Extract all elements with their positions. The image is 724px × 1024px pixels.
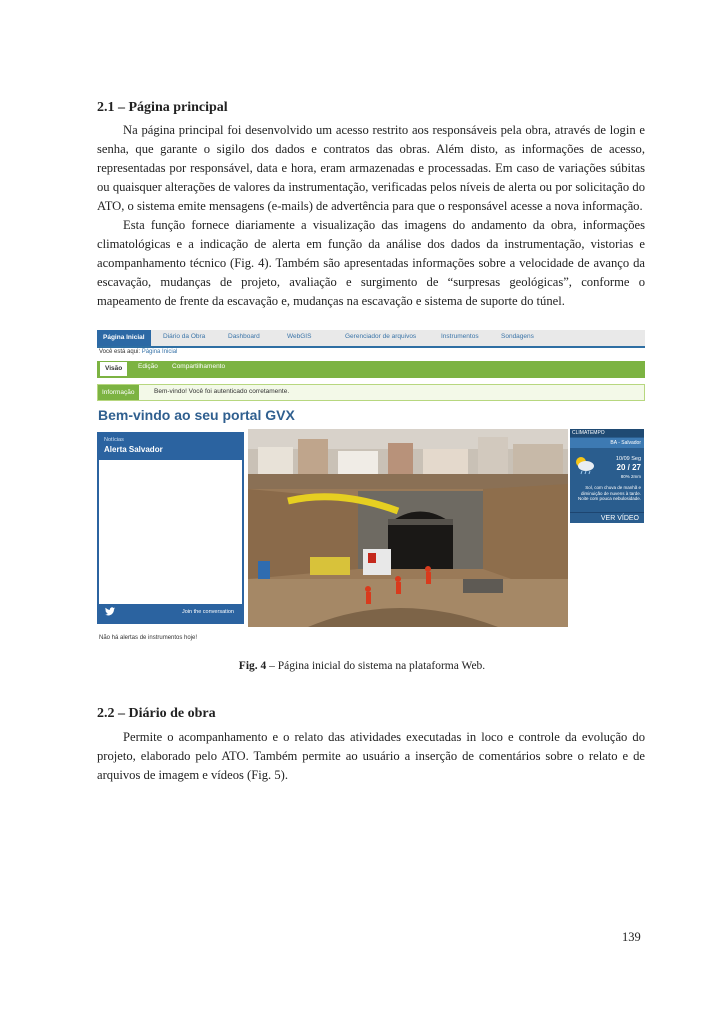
breadcrumb-label: Você está aqui: <box>99 349 141 355</box>
section-heading-2-1: 2.1 – Página principal <box>97 100 228 115</box>
nav-item-instruments[interactable]: Instrumentos <box>441 333 479 340</box>
nav-item-surveys[interactable]: Sondagens <box>501 333 534 340</box>
construction-photo <box>248 429 568 627</box>
paragraph-1: Na página principal foi desenvolvido um acesso restrito aos responsáveis pela obra, através de login e senha, que garante o sigilo dos dados e contratos das obras. Além disto, as informações de acesso, representadas por responsável, data e hora, eram armazenadas e processadas. Em caso de variações súbitas ou quaisquer alterações de valores da instrumentação, verificadas pelos níveis de alerta ou por solicitação do ATO, o sistema emite mensagens (e-mails) de advertência para que o responsável acesse a nova informação. <box>97 123 645 213</box>
breadcrumb-link[interactable]: Página Inicial <box>141 349 178 355</box>
watch-video-button[interactable]: VER VÍDEO <box>570 512 644 523</box>
section-2-1-body <box>97 121 645 311</box>
figure-4-screenshot <box>97 330 645 648</box>
partly-cloudy-rain-icon <box>573 455 595 480</box>
paragraph-3: Permite o acompanhamento e o relato das atividades executadas in loco e controle da evolução do projeto, elaborado pelo ATO. Também permite ao usuário a inserção de comentários sobre o relato e de arquivos de imagem e vídeos (Fig. 5). <box>97 730 645 782</box>
view-tabs-bar <box>97 361 645 378</box>
tab-edit[interactable]: Edição <box>138 363 158 370</box>
nav-bar <box>97 330 645 348</box>
twitter-widget <box>97 432 244 624</box>
weather-main <box>570 451 644 483</box>
twitter-icon <box>105 607 115 619</box>
paragraph-2: Esta função fornece diariamente a visualização das imagens do andamento da obra, informações climatológicas e a indicação de alerta em função da análise dos dados da instrumentação, vistorias e acompanhamento técnico (Fig. 4). Também são apresentadas informações sobre a velocidade de avanço da escavação, mudanças de projeto, avaliação e surgimento de “surpresas geológicas”, conforme o mapeamento de frente da escavação e, mudanças na escavação e sistema de suporte do túnel. <box>97 218 645 308</box>
nav-item-home[interactable]: Página Inicial <box>97 330 151 346</box>
tab-share[interactable]: Compartilhamento <box>172 363 226 370</box>
twitter-join-link[interactable]: Join the conversation <box>182 609 234 615</box>
weather-header: CLIMATEMPO <box>570 429 644 437</box>
caption-text: – Página inicial do sistema na plataforma Web. <box>266 660 486 672</box>
section-2-2-body <box>97 728 645 785</box>
figure-caption <box>0 660 724 672</box>
nav-item-webgis[interactable]: WebGIS <box>287 333 312 340</box>
no-alerts-text: Não há alertas de instrumentos hoje! <box>99 635 198 641</box>
caption-label: Fig. 4 <box>238 660 267 672</box>
twitter-widget-footer <box>99 604 242 622</box>
info-text: Bem-vindo! Você foi autenticado corretamente. <box>154 388 290 395</box>
twitter-widget-small: Notícias <box>104 437 124 443</box>
nav-item-dashboard[interactable]: Dashboard <box>228 333 260 340</box>
weather-description: Sol, com chuva de manhã e diminuição de nuvens à tarde. Noite com pouca nebulosidade. <box>577 485 641 501</box>
weather-widget <box>570 429 644 521</box>
section-heading-2-2: 2.2 – Diário de obra <box>97 706 216 721</box>
twitter-widget-title: Alerta Salvador <box>104 445 163 454</box>
weather-date: 10/09 Seg <box>615 456 641 462</box>
info-message <box>97 384 645 401</box>
info-label: Informação <box>98 385 139 400</box>
breadcrumb <box>99 349 177 355</box>
tab-view[interactable]: Visão <box>100 362 127 376</box>
nav-item-diary[interactable]: Diário da Obra <box>163 333 206 340</box>
weather-city: BA - Salvador <box>570 438 644 448</box>
nav-item-file-manager[interactable]: Gerenciador de arquivos <box>345 333 417 340</box>
weather-meta: 80% 2mm <box>620 474 641 479</box>
page-number: 139 <box>622 930 641 944</box>
welcome-title: Bem-vindo ao seu portal GVX <box>98 407 295 423</box>
weather-temps: 20 / 27 <box>616 463 641 472</box>
twitter-widget-header <box>99 434 242 460</box>
